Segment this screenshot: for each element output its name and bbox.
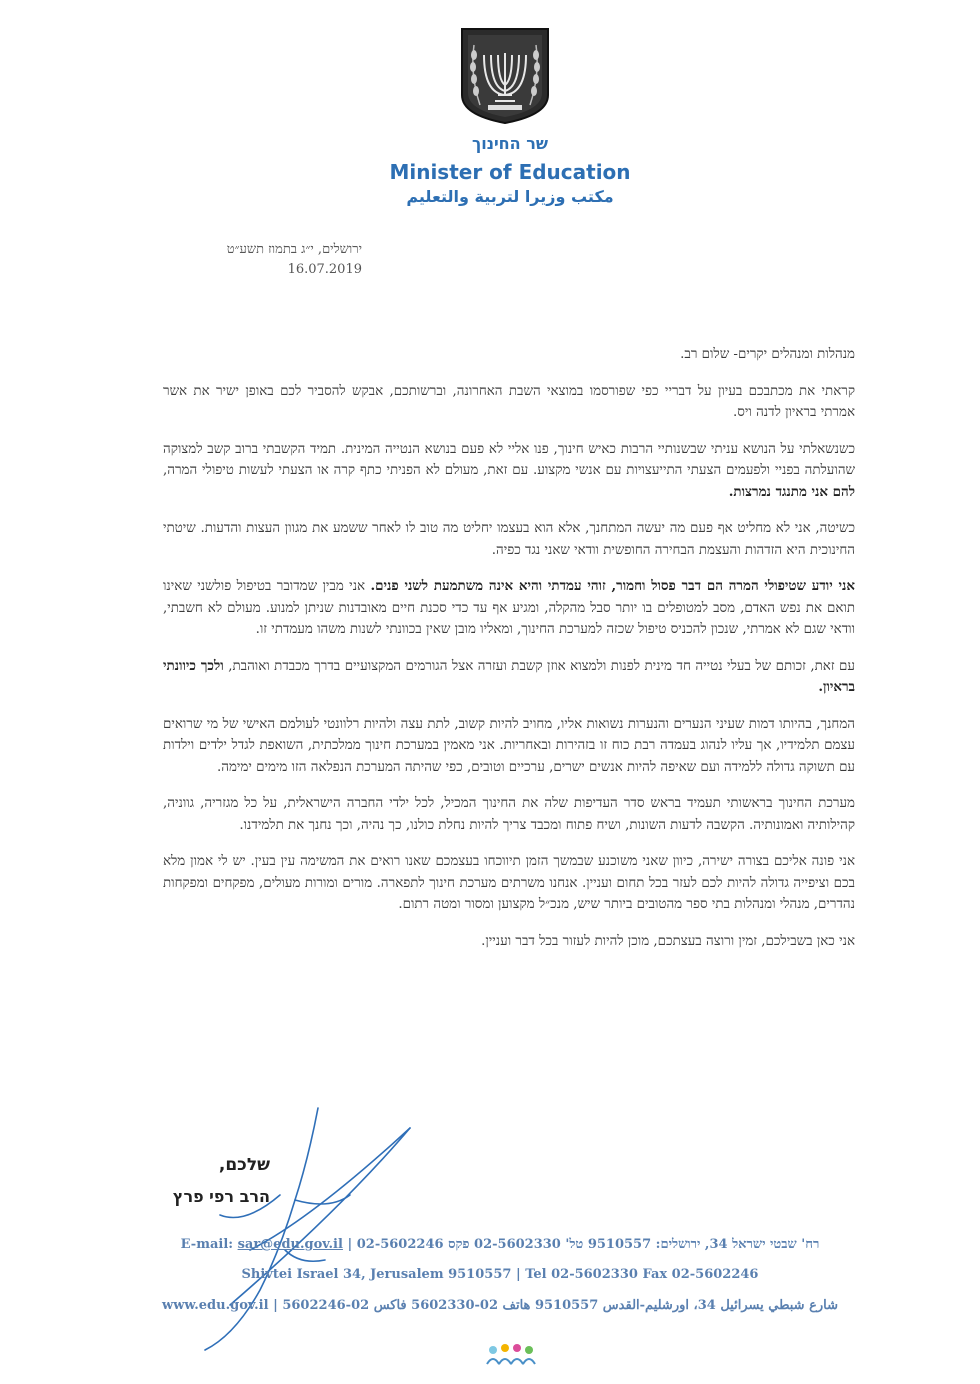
- closing: שלכם,: [218, 1155, 270, 1175]
- paragraph-text: עם זאת, זכותם של בעלי נטייה חד מינית לפנות ולמצוא אוזן קשבת ועזרה אצל הגורמים המקצועיים בדרך מכבדת ואוהבת,: [228, 658, 855, 674]
- paragraph-text: אני מבין שמדובר בטיפול פולשני שאינו תואם את נפש האדם, מסב למטופלים בו יותר סבל מהקלה, ומגיע אף עד כדי סכנת חיים מאובדנות שניתן למנוע. מעולם לא חשבתי, וודאי שגם לא אמרתי, שנכון להכניס טיפול שכזה למערכת החינוך, ומאליו מובן שאין בכוונתי לשנות משהו מעמדתי זו.: [163, 579, 855, 637]
- letter-paragraph: קראתי את מכתבכם בעיון על דבריי כפי שפורסמו במוצאי השבת האחרונה, וברשותכם, אבקש להסביר לכם באופן ישיר את אשר אמרתי בראיון לדנה ויס.: [163, 383, 855, 420]
- footer-contact-arabic: [160, 1298, 840, 1313]
- date-gregorian: 16.07.2019: [287, 262, 362, 277]
- letter-paragraph: המחנך, בהיותו דמות שעיני הנערים והנערות נשואות אליו, מחויב להיות קשוב, לתת עצה ולהיות רלוונטי לעולמם האישי של מי שרואים עצמם תלמידיו, אך עליו לנהוג בעמדה רבת כוח זו בזהירות ובאחריות. אני מאמין במערכת חינוך ממלכתית, השואפת לגדל ילדים וילדות עם תשוקה גדולה ללמידה ועם שאיפה להיות אנשים ישרים, ערכיים וטובים, כפי שהיתה המערכת הנפלאה הזו מימים ימימה.: [163, 716, 855, 775]
- ministry-logo-icon: [483, 1340, 539, 1368]
- paragraph-bold-text: להם אני מתנגד נמרצות.: [728, 483, 855, 500]
- paragraph-bold-text: אני יודע שטיפולי המרה הם דבר פסול וחמור, זוהי עמדתי והיא אינה משתמעת לשני פנים.: [370, 578, 855, 594]
- ministry-title-arabic: مكتب وزيرا لتربية والتعليم: [406, 187, 614, 206]
- footer-contact-hebrew: [160, 1236, 840, 1252]
- state-emblem-icon: [458, 25, 552, 125]
- letter-paragraph: כשיטה, אני לא מחליט אף פעם מה יעשה המתחנך, אלא הוא בעצמו יחליט מה טוב לו לאחר ששמע את מגוון העצות והדעות. שיטתי החינוכית היא הזדהות והעצמת הבחירה החופשית וודאי שאני נגד כפיה.: [163, 521, 855, 558]
- letter-paragraph: אני פונה אליכם בצורה ישירה, כיוון שאני משוכנע שבמשך הזמן תיווכחו בעצמכם שאנו רואים את המשימה עין בעין. יש לי אמון מלא בכם וציפייה גדולה להיות לכם לעזר בכל תחום ועניין. אנחנו משרתים מערכת חינוך לתפארה. מורים ומורות מעולים, מפקחים ומפקחות נהדרים, מנהלי ומנהלות בתי ספר מהטובים ביותר שיש, מנכ״ל מקצוען ומסור ומטה רתום.: [163, 854, 855, 912]
- signer-name: הרב רפי פרץ: [172, 1187, 270, 1206]
- letter-paragraph: מערכת החינוך בראשותי תעמיד בראש סדר העדיפות שלה את החינוך המכיל, לכל ילדי החברה הישראלית, על כל מגזריה, גווניה, קהילותיה ואמונותיה. הקשבה לדעות השונות, ושיח פתוח ומכבד צריך להיות נחלת כולנו, כך נהיה, וכך נחנך את תלמידנו.: [163, 796, 855, 833]
- ministry-title-hebrew: שר החינוך: [471, 134, 548, 153]
- letter-body: [163, 344, 855, 967]
- letter-paragraph: אני כאן בשבילכם, זמין ורוצה בעצתכם, מוכן להיות לעזור בכל דבר ועניין.: [481, 933, 855, 949]
- letter-date: [227, 240, 362, 280]
- letter-paragraph: [163, 576, 855, 641]
- paragraph-text: כשנשאלתי על הנושא עניתי שבשנותיי הרבות כאיש חינוך, פנו אליי לא פעם בנושא הנטייה המינית. תמיד הקשבתי ברוב קשב למצוקה שהועלתה בפניי ולפעמים הצעתי התייעצויות עם אנשי מקצוע. עם זאת, מעולם לא הפניתי כתף קרה או הצעתי לעשות טיפולי המרה,: [163, 441, 855, 478]
- ministry-title-english: Minister of Education: [389, 160, 631, 184]
- footer-website-link[interactable]: www.edu.gov.il: [162, 1298, 269, 1313]
- footer-email-link[interactable]: sar@edu.gov.il: [237, 1237, 343, 1252]
- footer-address-hebrew: רח' שבטי ישראל 34, ירושלים: 9510557 טל' 02-5602330 פקס 02-5602246 |: [347, 1237, 820, 1252]
- letter-paragraph: [163, 656, 855, 699]
- footer-address-arabic: شارع شبطي يسرائيل 34، اورشليم-القدس 9510557 هاتف 02-5602330 فاكس 02-5602246 |: [273, 1298, 838, 1313]
- date-hebrew: ירושלים, י״ג בתמוז תשע״ט: [226, 242, 362, 257]
- letter-paragraph: [163, 439, 855, 504]
- paragraph-bold-text: ולכך כיוונתי בראיון.: [163, 657, 855, 695]
- letter-greeting: מנהלות ומנהלים יקרים- שלום רב.: [680, 347, 855, 362]
- handwritten-signature-icon: [190, 1100, 430, 1360]
- footer-address-english: Shivtei Israel 34, Jerusalem 9510557 | Tel 02-5602330 Fax 02-5602246: [241, 1267, 759, 1282]
- footer-email-label: E-mail:: [180, 1237, 234, 1252]
